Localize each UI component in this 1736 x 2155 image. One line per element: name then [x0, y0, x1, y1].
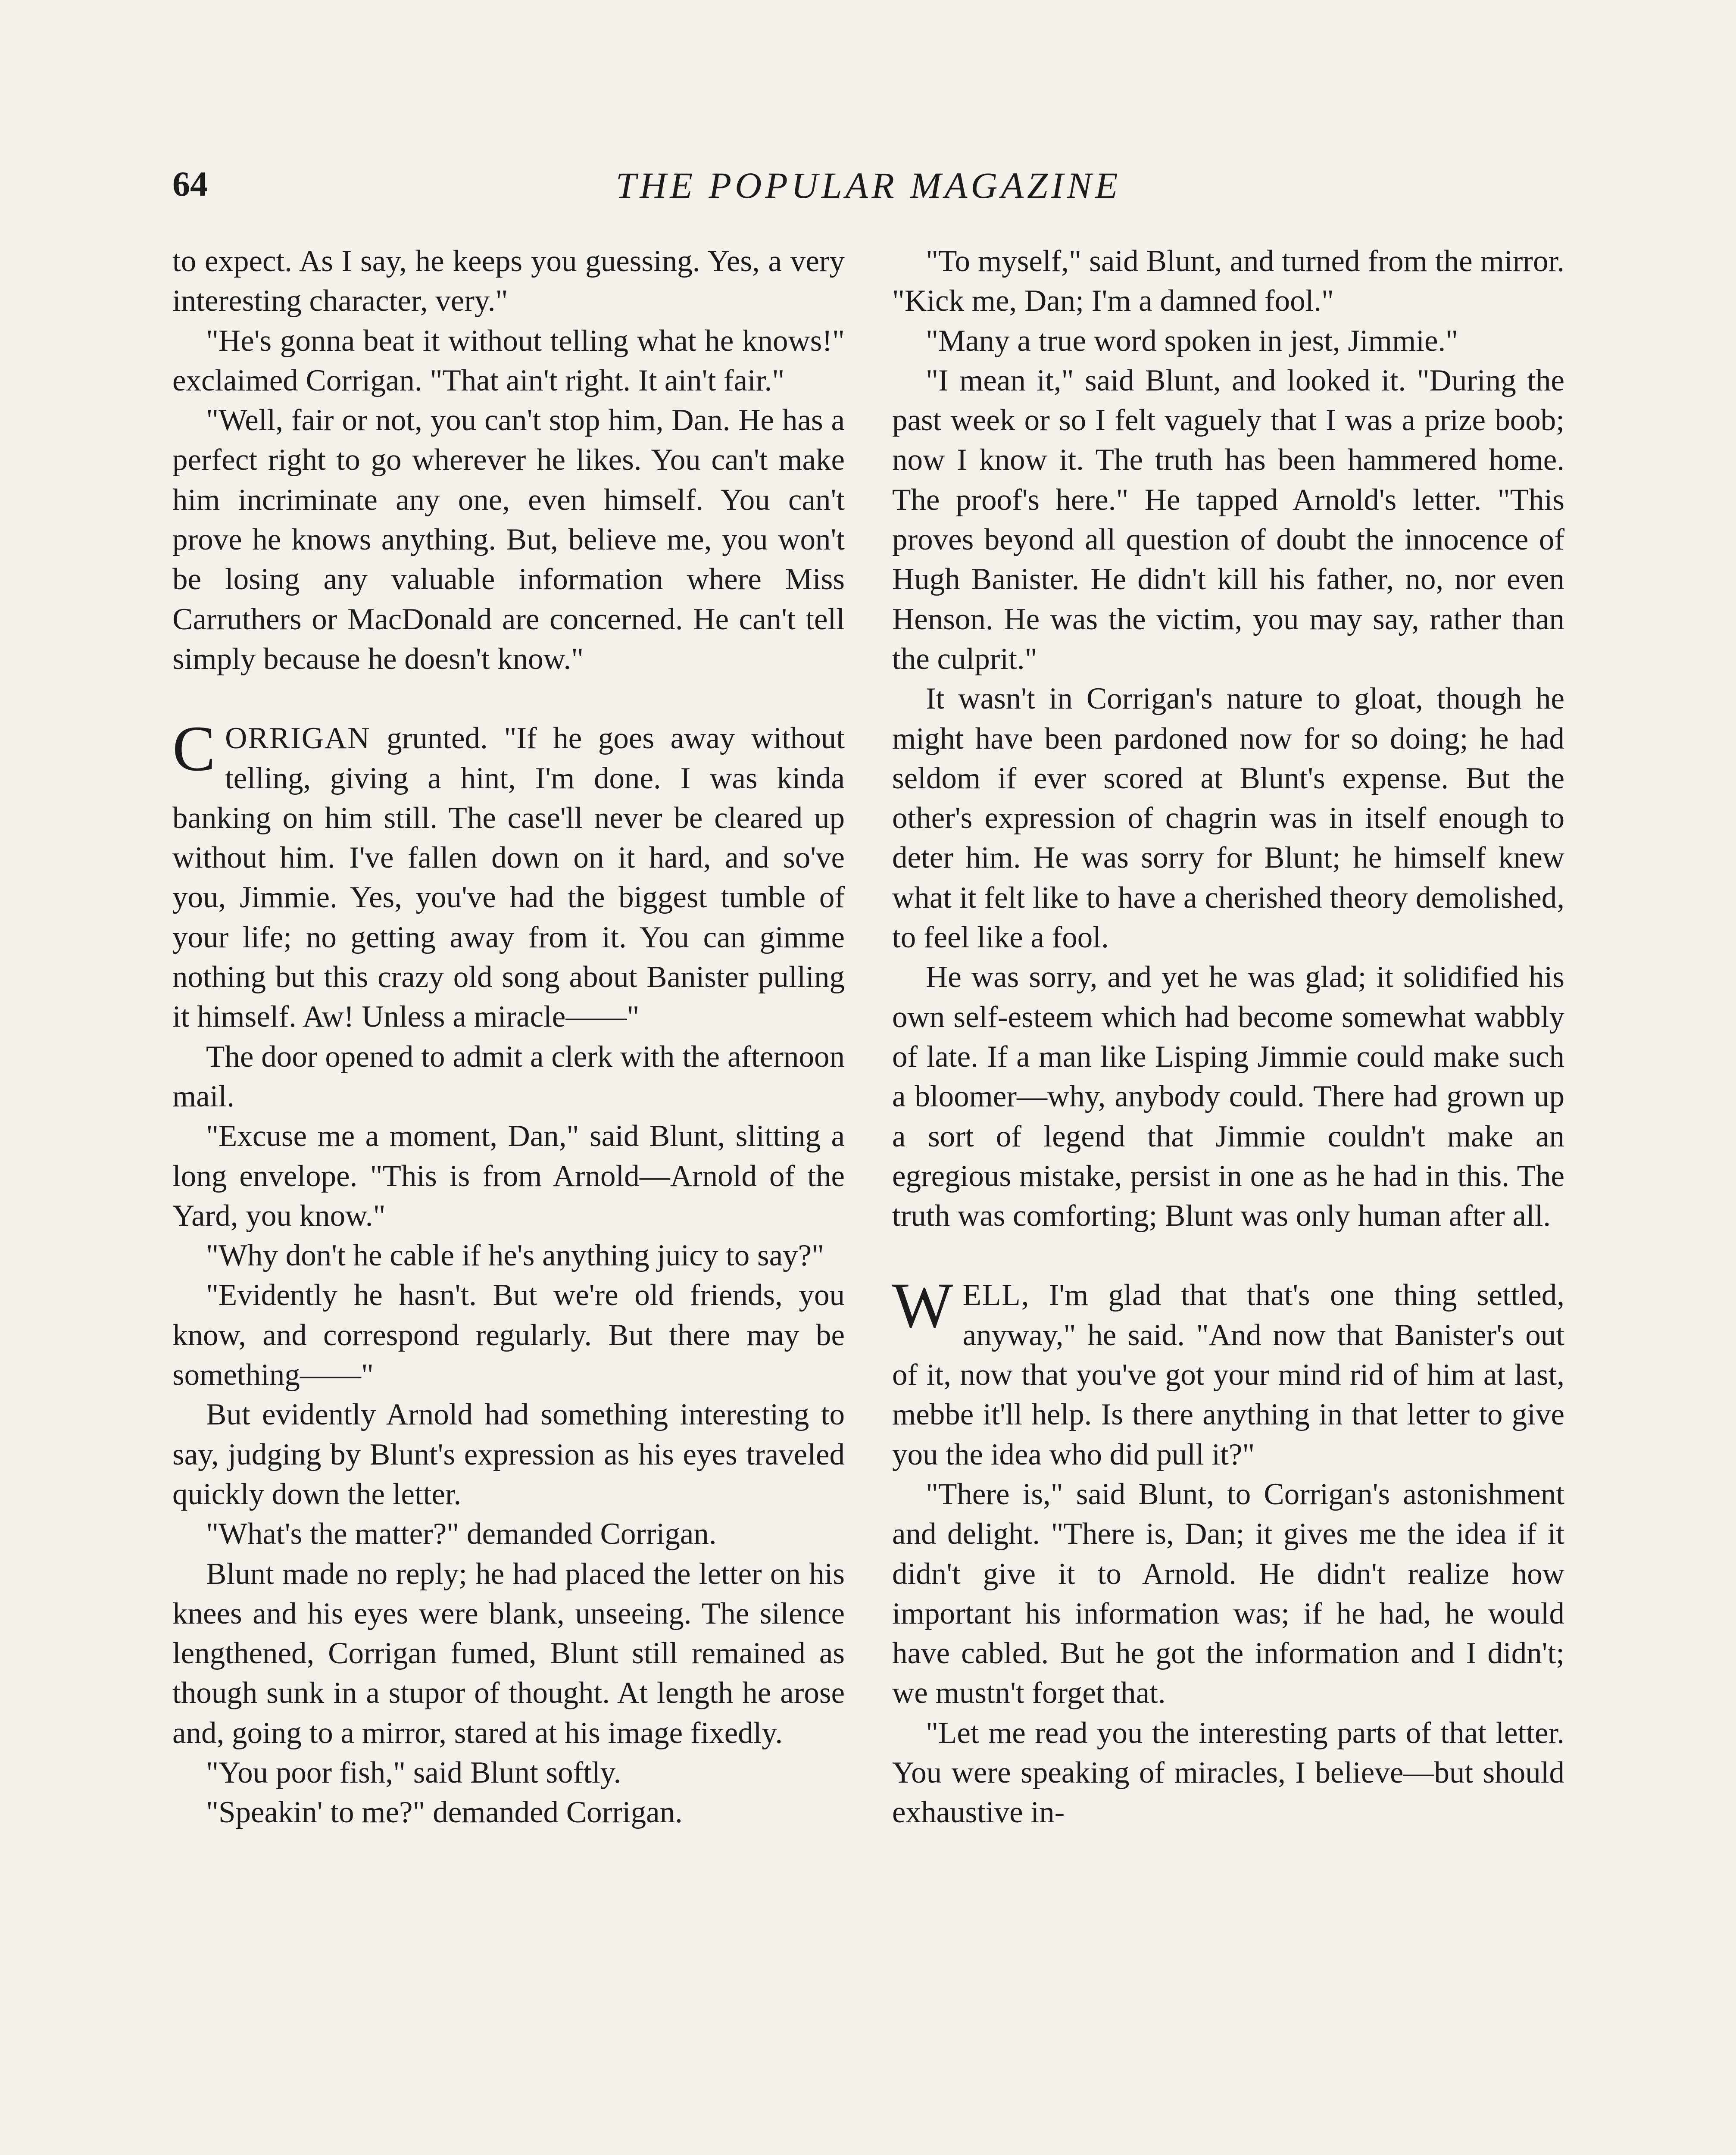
paragraph: "To myself," said Blunt, and turned from the mirror. "Kick me, Dan; I'm a damned fool." — [892, 244, 1564, 318]
paragraph: "What's the matter?" demanded Corrigan. — [206, 1517, 717, 1551]
paragraph: It wasn't in Corrigan's nature to gloat, though he might have been pardoned now for so doing; he had seldom if ever scored at Blunt's expense. But the other's expression of chagrin was in itself enough to deter him. He was sorry for Blunt; he himself knew what it felt like to have a cherished theory demolished, to feel like a fool. — [892, 682, 1564, 955]
paragraph: to expect. As I say, he keeps you guessing. Yes, a very interesting character, very." — [172, 244, 845, 318]
paragraph: "Speakin' to me?" demanded Corrigan. — [206, 1796, 683, 1830]
paragraph: The door opened to admit a clerk with the afternoon mail. — [172, 1040, 845, 1113]
paragraph-text: , I'm glad that that's one thing settled, anyway," he said. "And now that Banister's out of it, now that you've got your mind rid of him at last, mebbe it'll help. Is there anything in that letter to give you the idea who did pull it?" — [892, 1278, 1564, 1471]
paragraph: "Excuse me a moment, Dan," said Blunt, slitting a long envelope. "This is from Arnold—Arnold of the Yard, you know." — [172, 1119, 845, 1233]
paragraph: He was sorry, and yet he was glad; it solidified his own self-esteem which had become somewhat wabbly of late. If a man like Lisping Jimmie could make such a bloomer—why, anybody could. There had grown up a sort of legend that Jimmie couldn't make an egregious mistake, persist in one as he had in this. The truth was comforting; Blunt was only human after all. — [892, 960, 1564, 1233]
small-caps-lead: ELL — [962, 1278, 1021, 1312]
paragraph: But evidently Arnold had something interesting to say, judging by Blunt's expression as his eyes traveled quickly down the letter. — [172, 1398, 845, 1511]
right-column — [892, 241, 1564, 1833]
left-column — [172, 241, 845, 1833]
drop-cap: W — [892, 1270, 953, 1342]
section-opening-paragraph — [892, 1270, 1564, 1474]
section-opening-paragraph — [172, 713, 845, 1037]
paragraph: "Evidently he hasn't. But we're old friends, you know, and correspond regularly. But there may be something——" — [172, 1278, 845, 1392]
paragraph: "Let me read you the interesting parts of that letter. You were speaking of miracles, I believe—but should exhaustive in- — [892, 1716, 1564, 1830]
paragraph: "Why don't he cable if he's anything juicy to say?" — [206, 1239, 824, 1273]
paragraph: "He's gonna beat it without telling what he knows!" exclaimed Corrigan. "That ain't right. It ain't fair." — [172, 324, 845, 397]
small-caps-lead: ORRIGAN — [225, 721, 371, 756]
paragraph-text: grunted. "If he goes away without telling, giving a hint, I'm done. I was kinda banking on him still. The case'll never be cleared up without him. I've fallen down on it hard, and so've you, Jimmie. Yes, you've had the biggest tumble of your life; no getting away from it. You can gimme nothing but this crazy old song about Banister pulling it himself. Aw! Unless a miracle——" — [172, 721, 845, 1034]
paragraph: "Well, fair or not, you can't stop him, Dan. He has a perfect right to go wherever he likes. You can't make him incriminate any one, even himself. You can't prove he knows anything. But, believe me, you won't be losing any valuable information where Miss Carruthers or MacDonald are concerned. He can't tell simply because he doesn't know." — [172, 403, 845, 676]
paragraph: "There is," said Blunt, to Corrigan's astonishment and delight. "There is, Dan; it gives me the idea if it didn't give it to Arnold. He didn't realize how important his information was; if he had, he would have cabled. But he got the information and I didn't; we mustn't forget that. — [892, 1477, 1564, 1710]
drop-cap: C — [172, 713, 216, 785]
paragraph: Blunt made no reply; he had placed the letter on his knees and his eyes were blank, unseeing. The silence lengthened, Corrigan fumed, Blunt still remained as though sunk in a stupor of thought. At length he arose and, going to a mirror, stared at his image fixedly. — [172, 1557, 845, 1750]
running-title: THE POPULAR MAGAZINE — [615, 165, 1121, 206]
page-header — [172, 164, 1564, 220]
page-number: 64 — [172, 164, 208, 203]
paragraph: "Many a true word spoken in jest, Jimmie." — [926, 324, 1458, 358]
paragraph: "You poor fish," said Blunt softly. — [206, 1755, 621, 1790]
paragraph: "I mean it," said Blunt, and looked it. "During the past week or so I felt vaguely that I was a prize boob; now I know it. The truth has been hammered home. The proof's here." He tapped Arnold's letter. "This proves beyond all question of doubt the innocence of Hugh Banister. He didn't kill his father, no, nor even Henson. He was the victim, you may say, rather than the culprit." — [892, 363, 1564, 676]
